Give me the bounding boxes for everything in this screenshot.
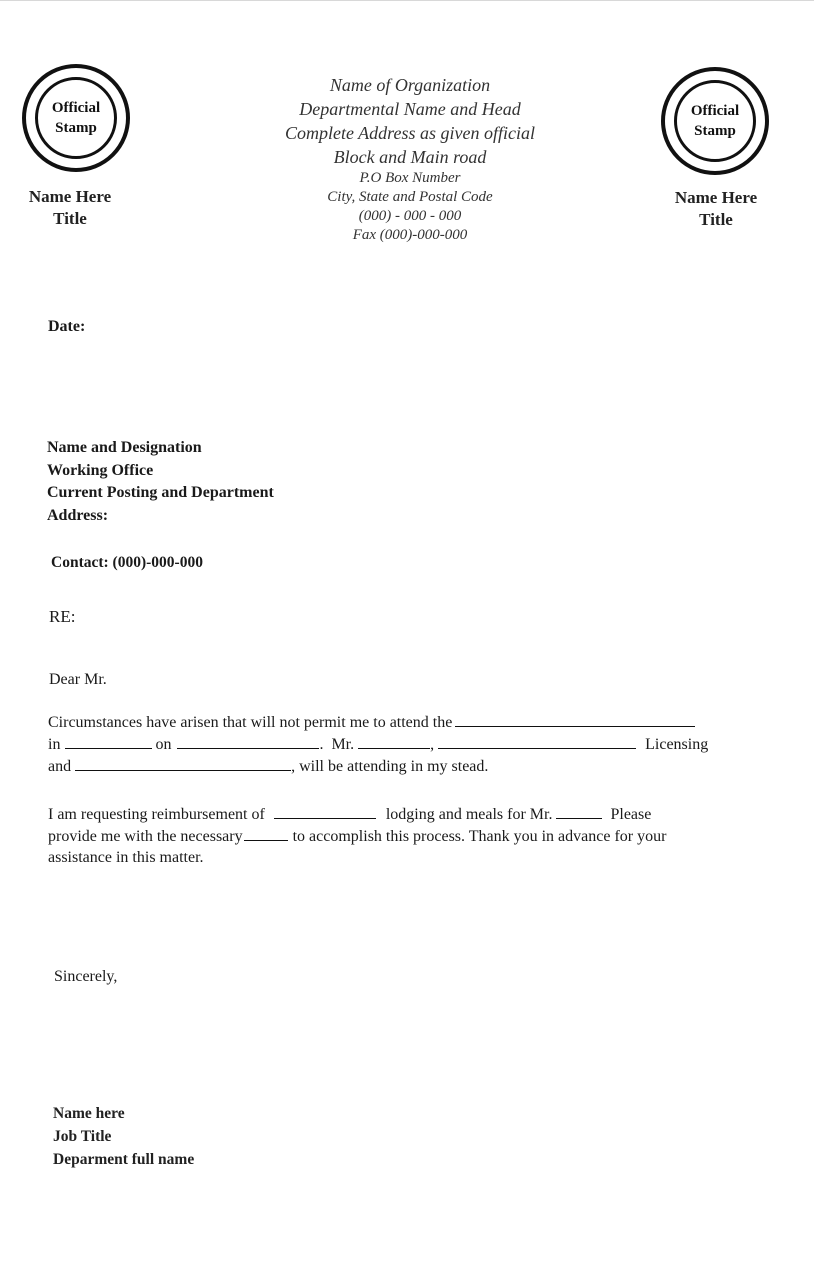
recipient-contact: Contact: (000)-000-000 [51, 554, 203, 571]
subject-re-label: RE: [49, 607, 76, 626]
signature-block [53, 1102, 194, 1171]
stamp-label-line2: Stamp [55, 120, 97, 136]
paragraph2-line1b: lodging and meals for Mr. [385, 806, 553, 823]
closing-sincerely: Sincerely, [54, 968, 118, 985]
signatory-name: Name Here [28, 187, 112, 206]
city-state: City, State and Postal Code [327, 189, 493, 205]
salutation: Dear Mr. [49, 671, 107, 688]
blank-field [455, 711, 695, 727]
paragraph-attendance [48, 711, 748, 777]
organization-header [220, 73, 600, 245]
paragraph1-licensing: Licensing [645, 736, 709, 753]
recipient-address: Address: [47, 507, 109, 525]
paragraph1-line3: , will be attending in my stead. [291, 758, 489, 775]
recipient-address-block [47, 437, 274, 528]
signature-department: Deparment full name [53, 1151, 195, 1168]
stamp-left-signatory [14, 186, 126, 230]
department-name: Departmental Name and Head [299, 99, 521, 119]
po-box: P.O Box Number [359, 170, 461, 186]
blank-field [556, 803, 602, 819]
blank-field [438, 733, 636, 749]
stamp-label [661, 67, 769, 175]
stamp-label [22, 64, 130, 172]
address-line: Complete Address as given official [285, 123, 535, 143]
phone-number: (000) - 000 - 000 [358, 208, 462, 224]
blank-field [274, 803, 376, 819]
paragraph-reimbursement [48, 803, 748, 868]
paragraph2-line2b: to accomplish this process. Thank you in advance for your [292, 828, 667, 845]
stamp-label-line1: Official [690, 103, 740, 119]
recipient-name-designation: Name and Designation [47, 439, 202, 456]
official-stamp-left [22, 64, 130, 172]
fax-number: Fax (000)-000-000 [352, 227, 468, 243]
signature-job-title: Job Title [53, 1128, 112, 1145]
signatory-title: Title [53, 209, 87, 228]
stamp-label-line1: Official [51, 100, 101, 116]
recipient-posting: Current Posting and Department [47, 484, 274, 502]
paragraph1-and: and [48, 758, 72, 775]
date-label: Date: [48, 318, 86, 335]
recipient-office: Working Office [47, 461, 154, 479]
signatory-title: Title [699, 210, 733, 229]
paragraph1-comma: , [430, 736, 435, 753]
paragraph1-in: in [48, 736, 61, 753]
blank-field [65, 733, 152, 749]
top-border-line [0, 0, 814, 1]
signatory-name: Name Here [674, 188, 758, 207]
stamp-right-signatory [660, 187, 772, 231]
blank-field [177, 733, 319, 749]
signature-name: Name here [53, 1105, 125, 1122]
blank-field [358, 733, 430, 749]
official-stamp-right [661, 67, 769, 175]
blank-field [75, 755, 291, 771]
paragraph2-line2a: provide me with the necessary [48, 828, 243, 845]
paragraph2-line3: assistance in this matter. [48, 849, 204, 866]
paragraph2-line1a: I am requesting reimbursement of [48, 806, 265, 823]
paragraph2-line1c: Please [610, 806, 652, 823]
paragraph1-on: on [155, 736, 172, 753]
blank-field [244, 825, 288, 841]
stamp-label-line2: Stamp [694, 123, 736, 139]
paragraph1-mr: . Mr. [319, 736, 355, 753]
paragraph1-line1: Circumstances have arisen that will not permit me to attend the [48, 714, 453, 731]
organization-name: Name of Organization [329, 75, 491, 95]
block-road: Block and Main road [333, 147, 487, 167]
